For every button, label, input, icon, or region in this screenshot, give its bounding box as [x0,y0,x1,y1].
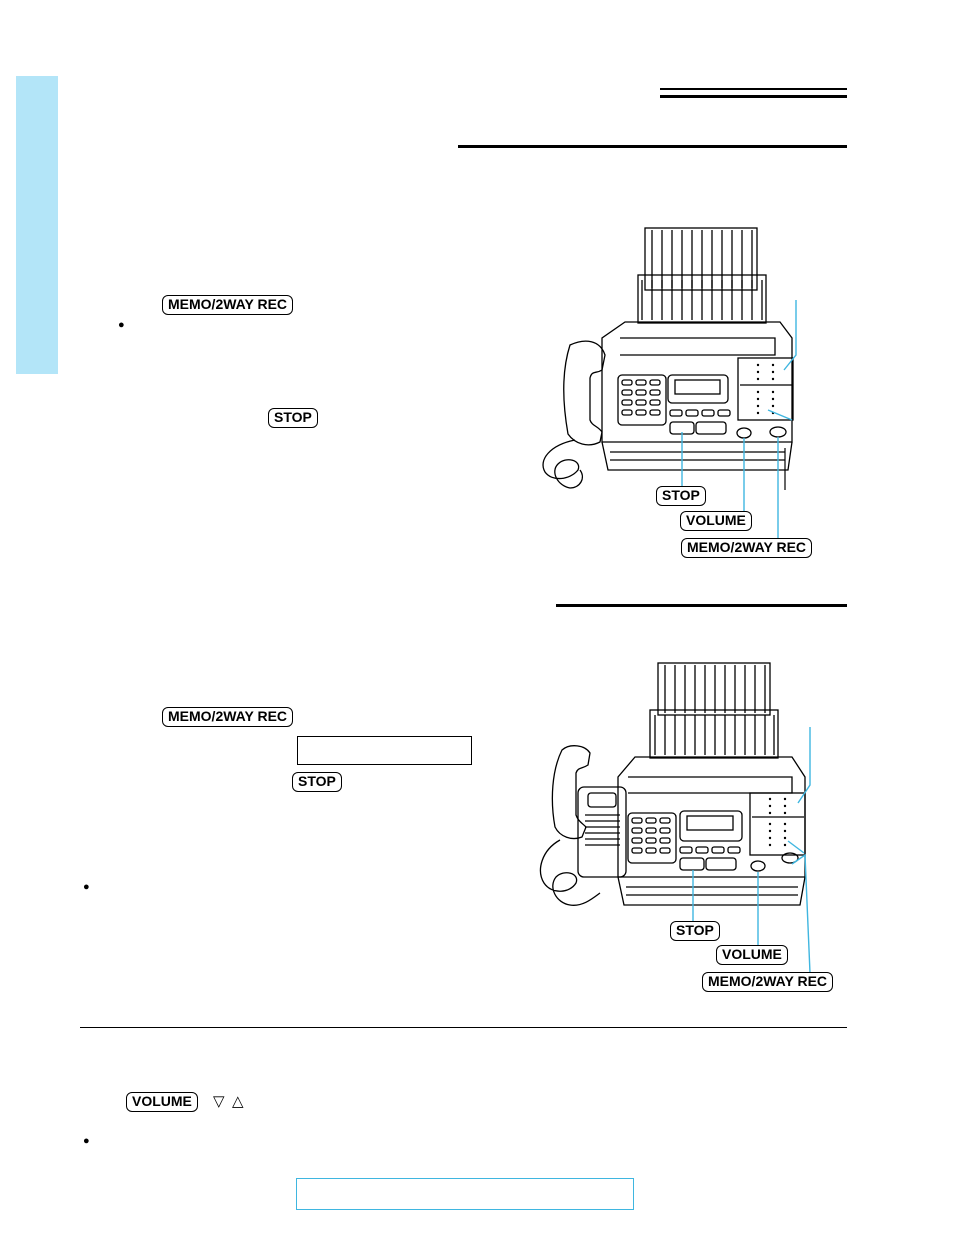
section3-separator-rule [80,1027,847,1028]
volume-key-callout: VOLUME [716,945,788,965]
memo-2way-rec-key: MEMO/2WAY REC [162,707,293,727]
stop-key-callout: STOP [670,921,720,941]
memo-2way-rec-key-callout: MEMO/2WAY REC [681,538,812,558]
section-side-tab [16,76,58,374]
bullet-point: ● [118,319,125,331]
stop-key: STOP [268,408,318,428]
stop-key-callout: STOP [656,486,706,506]
header-double-rule-top [660,88,847,90]
bullet-point: ● [83,881,90,893]
stop-key: STOP [292,772,342,792]
section1-heading-rule [458,145,847,148]
volume-key-callout: VOLUME [680,511,752,531]
section2-heading-rule [556,604,847,607]
footer-page-box [296,1178,634,1210]
display-message-box [297,736,472,765]
volume-down-arrow-icon: ▽ [213,1093,225,1110]
volume-up-arrow-icon: △ [232,1093,244,1110]
bullet-point: ● [83,1135,90,1147]
volume-key: VOLUME [126,1092,198,1112]
memo-2way-rec-key: MEMO/2WAY REC [162,295,293,315]
memo-2way-rec-key-callout: MEMO/2WAY REC [702,972,833,992]
header-double-rule-bottom [660,95,847,98]
